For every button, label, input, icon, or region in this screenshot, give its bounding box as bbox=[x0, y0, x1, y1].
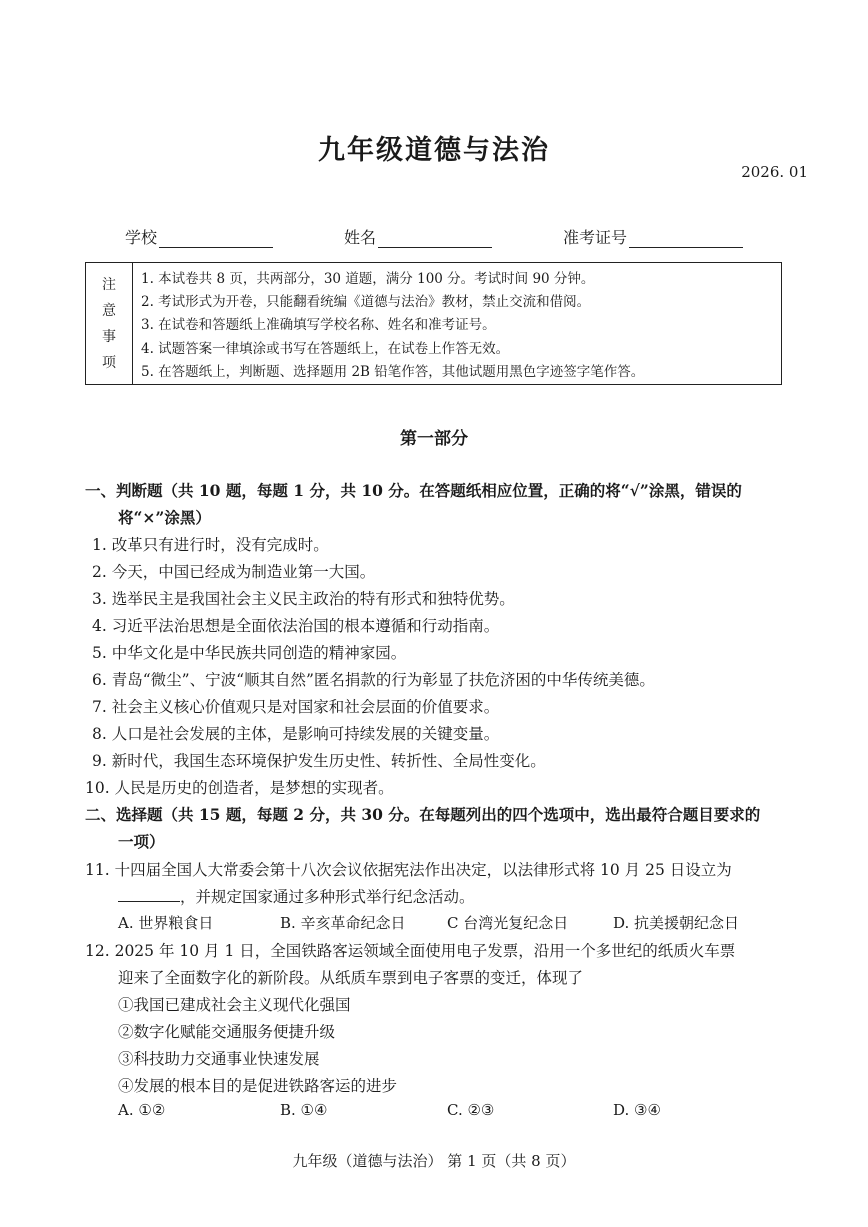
notice-list bbox=[133, 263, 781, 384]
statement-4: ④发展的根本目的是促进铁路客运的进步 bbox=[118, 1077, 398, 1095]
judge-item: 1. 改革只有进行时，没有完成时。 bbox=[92, 536, 329, 554]
notice-label bbox=[86, 263, 133, 384]
question-12-stem-cont: 迎来了全面数字化的新阶段。从纸质车票到电子客票的变迁，体现了 bbox=[118, 969, 584, 987]
exam-date: 2026. 01 bbox=[741, 163, 808, 181]
part-title: 第一部分 bbox=[400, 429, 468, 449]
judge-item: 8. 人口是社会发展的主体，是影响可持续发展的关键变量。 bbox=[92, 725, 500, 743]
notice-label-char: 项 bbox=[102, 354, 116, 371]
school-blank bbox=[159, 231, 273, 248]
judge-item: 6. 青岛“微尘”、宁波“顺其自然”匿名捐款的行为彰显了扶危济困的中华传统美德。 bbox=[92, 671, 655, 689]
judge-item: 10. 人民是历史的创造者，是梦想的实现者。 bbox=[85, 779, 394, 797]
choice-heading: 二、选择题（共 15 题，每题 2 分，共 30 分。在每题列出的四个选项中，选出最符合题目要求的 bbox=[85, 805, 761, 824]
name-label: 姓名 bbox=[344, 228, 377, 247]
notice-item: 1. 本试卷共 8 页，共两部分，30 道题，满分 100 分。考试时间 90 分钟。 bbox=[141, 271, 595, 287]
choice-heading-cont: 一项） bbox=[118, 832, 165, 851]
judge-item: 9. 新时代，我国生态环境保护发生历史性、转折性、全局性变化。 bbox=[92, 752, 546, 770]
notice-label-char: 意 bbox=[102, 302, 116, 319]
exam-id-field bbox=[563, 225, 743, 248]
option-c: C 台湾光复纪念日 bbox=[447, 914, 569, 932]
name-field bbox=[344, 225, 492, 248]
exam-id-blank bbox=[629, 231, 743, 248]
statement-3: ③科技助力交通事业快速发展 bbox=[118, 1050, 320, 1068]
question-11-suffix: ，并规定国家通过多种形式举行纪念活动。 bbox=[180, 888, 475, 906]
question-12-stem: 12. 2025 年 10 月 1 日，全国铁路客运领域全面使用电子发票，沿用一个多世纪的纸质火车票 bbox=[85, 942, 736, 960]
answer-blank bbox=[118, 887, 180, 902]
notice-item: 2. 考试形式为开卷，只能翻看统编《道德与法治》教材，禁止交流和借阅。 bbox=[141, 294, 591, 311]
option-d: D. 抗美援朝纪念日 bbox=[613, 914, 740, 932]
notice-item: 4. 试题答案一律填涂或书写在答题纸上，在试卷上作答无效。 bbox=[141, 340, 510, 357]
school-field bbox=[125, 225, 273, 248]
option-b: B. ①④ bbox=[280, 1101, 328, 1119]
notice-box bbox=[85, 262, 782, 385]
name-blank bbox=[378, 231, 492, 248]
notice-label-char: 事 bbox=[102, 328, 116, 345]
notice-item: 5. 在答题纸上，判断题、选择题用 2B 铅笔作答，其他试题用黑色字迹签字笔作答。 bbox=[141, 363, 645, 380]
option-d: D. ③④ bbox=[613, 1101, 661, 1119]
option-c: C. ②③ bbox=[447, 1101, 495, 1119]
page-footer: 九年级（道德与法治） 第 1 页（共 8 页） bbox=[292, 1152, 576, 1170]
judge-heading: 一、判断题（共 10 题，每题 1 分，共 10 分。在答题纸相应位置，正确的将“√”涂黑，错误的 bbox=[85, 481, 742, 500]
judge-item: 3. 选举民主是我国社会主义民主政治的特有形式和独特优势。 bbox=[92, 590, 515, 608]
notice-item: 3. 在试卷和答题纸上准确填写学校名称、姓名和准考证号。 bbox=[141, 317, 496, 334]
school-label: 学校 bbox=[125, 228, 158, 247]
notice-label-char: 注 bbox=[102, 276, 116, 293]
question-11-stem-cont bbox=[118, 885, 475, 907]
option-b: B. 辛亥革命纪念日 bbox=[280, 914, 406, 932]
statement-2: ②数字化赋能交通服务便捷升级 bbox=[118, 1023, 336, 1041]
judge-item: 5. 中华文化是中华民族共同创造的精神家园。 bbox=[92, 644, 407, 662]
judge-item: 2. 今天，中国已经成为制造业第一大国。 bbox=[92, 563, 376, 581]
exam-title: 九年级道德与法治 bbox=[318, 135, 550, 166]
judge-item: 4. 习近平法治思想是全面依法治国的根本遵循和行动指南。 bbox=[92, 617, 500, 635]
option-a: A. ①② bbox=[118, 1101, 166, 1119]
statement-1: ①我国已建成社会主义现代化强国 bbox=[118, 996, 351, 1014]
question-11-stem: 11. 十四届全国人大常委会第十八次会议依据宪法作出决定，以法律形式将 10 月 25 日设立为 bbox=[85, 861, 732, 879]
judge-heading-cont: 将“×”涂黑） bbox=[118, 508, 211, 527]
exam-id-label: 准考证号 bbox=[563, 228, 628, 247]
judge-item: 7. 社会主义核心价值观只是对国家和社会层面的价值要求。 bbox=[92, 698, 500, 716]
option-a: A. 世界粮食日 bbox=[118, 914, 214, 932]
